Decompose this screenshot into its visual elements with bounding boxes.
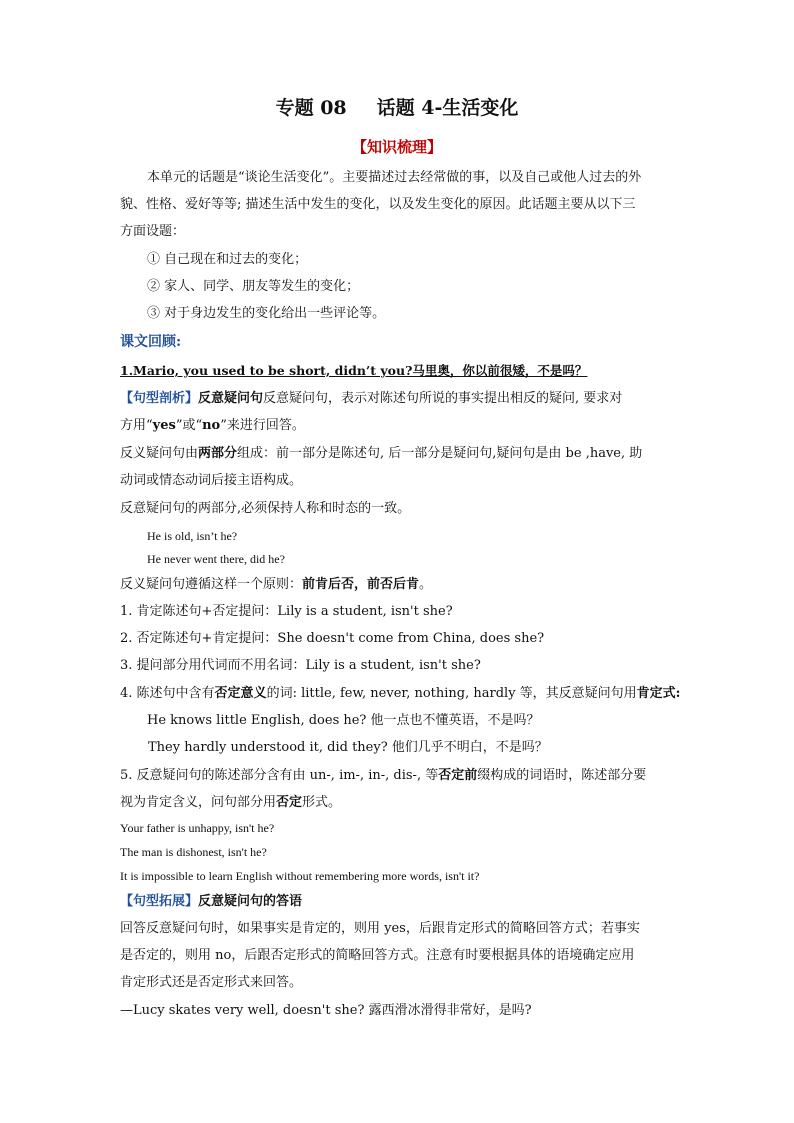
expansion-title: 反意疑问句的答语 [198, 894, 303, 909]
text-segment: ”来进行回答。 [220, 418, 305, 433]
bold-segment: 否定 [276, 795, 303, 810]
text-segment: 反义疑问句遵循这样一个原则： [120, 577, 303, 592]
consistency-note: 反意疑问句的两部分,必须保持人称和时态的一致。 [120, 501, 411, 516]
yes-word: yes [152, 418, 176, 433]
rule-2: 2. 否定陈述句+肯定提问：She doesn't come from China, does she? [120, 631, 545, 646]
intro-line-2: 貌、性格、爱好等等; 描述生活中发生的变化，以及发生变化的原因。此话题主要从以下三 [120, 197, 636, 212]
text-segment: 方用“ [120, 418, 153, 433]
rule-5-line-1 [120, 769, 646, 782]
rule-4-example-1: He knows little English, does he? 他一点也不懂英语，不是吗？ [147, 713, 540, 728]
analysis-line1-rest: 反意疑问句，表示对陈述句所说的事实提出相反的疑问, 要求对 [263, 391, 623, 406]
text-segment: 视为肯定含义，问句部分用 [120, 795, 277, 810]
example-2: He never went there, did he? [147, 552, 285, 566]
analysis-line-2 [120, 419, 305, 432]
example-1: He is old, isn’t he? [147, 529, 238, 543]
rule-5-line-2 [120, 796, 341, 809]
title-part2: 话题 4-生活变化 [376, 97, 519, 119]
bold-segment: 否定意义 [214, 686, 267, 701]
text-segment: 形式。 [302, 795, 342, 810]
page-title [0, 99, 794, 118]
intro-line-3: 方面设题： [120, 224, 186, 239]
principle-line [120, 578, 432, 591]
example-impossible: It is impossible to learn English without remembering more words, isn't it? [120, 869, 480, 883]
analysis-term: 反意疑问句 [198, 391, 264, 406]
text-segment: ”或“ [175, 418, 203, 433]
composition-line-2: 动词或情态动词后接主语构成。 [120, 473, 303, 488]
text-segment: 。 [419, 577, 433, 592]
dialog-line: —Lucy skates very well, doesn't she? 露西滑冰滑得非常好，是吗? [120, 1003, 532, 1018]
text-segment: 缀构成的词语时，陈述部分要 [477, 768, 647, 783]
expansion-line-2: 是否定的，则用 no，后跟否定形式的简略回答方式。注意有时要根据具体的语境确定应用 [120, 948, 635, 963]
analysis-tag: 【句型剖析】 [120, 391, 199, 406]
knowledge-heading: 【知识梳理】 [351, 138, 442, 156]
point-2: ② 家人、同学、朋友等发生的变化； [147, 279, 360, 294]
no-word: no [202, 418, 221, 433]
bold-segment: 否定前 [438, 768, 478, 783]
point-3: ③ 对于身边发生的变化给出一些评论等。 [147, 306, 386, 321]
title-part1: 专题 08 [275, 97, 347, 119]
example-dishonest: The man is dishonest, isn't he? [120, 845, 267, 859]
intro-line-1: 本单元的话题是“谈论生活变化”。主要描述过去经常做的事，以及自己或他人过去的外 [147, 170, 642, 185]
sentence-1: 1.Mario, you used to be short, didn’t you?马里奥，你以前很矮，不是吗？ [120, 363, 588, 378]
bold-segment: 两部分 [198, 446, 238, 461]
expansion-line-1: 回答反意疑问句时，如果事实是肯定的，则用 yes，后跟肯定形式的简略回答方式；若事实 [120, 921, 640, 936]
expansion-tag: 【句型拓展】 [120, 894, 199, 909]
point-1: ① 自己现在和过去的变化； [147, 252, 308, 267]
review-heading: 课文回顾: [120, 334, 182, 350]
composition-line-1 [120, 447, 642, 460]
text-segment: 反义疑问句由 [120, 446, 199, 461]
rule-4 [120, 687, 680, 700]
text-segment: 5. 反意疑问句的陈述部分含有由 un-, im-, in-, dis-, 等 [120, 768, 439, 783]
rule-3: 3. 提问部分用代词而不用名词：Lily is a student, isn't she? [120, 658, 481, 673]
bold-segment: 肯定式: [636, 686, 681, 701]
expansion-heading [120, 895, 302, 908]
rule-4-example-2: They hardly understood it, did they? 他们几乎不明白，不是吗？ [148, 740, 548, 755]
text-segment: 4. 陈述句中含有 [120, 686, 215, 701]
bold-segment: 前肯后否，前否后肯 [302, 577, 420, 592]
example-unhappy: Your father is unhappy, isn't he? [120, 821, 275, 835]
text-segment: 组成：前一部分是陈述句, 后一部分是疑问句,疑问句是由 be ,have, 助 [237, 446, 643, 461]
expansion-line-3: 肯定形式还是否定形式来回答。 [120, 975, 303, 990]
text-segment: 的词: little, few, never, nothing, hardly 等，其反意疑问句用 [266, 686, 637, 701]
rule-1: 1. 肯定陈述句+否定提问：Lily is a student, isn't she? [120, 604, 453, 619]
analysis-line-1 [120, 392, 622, 405]
